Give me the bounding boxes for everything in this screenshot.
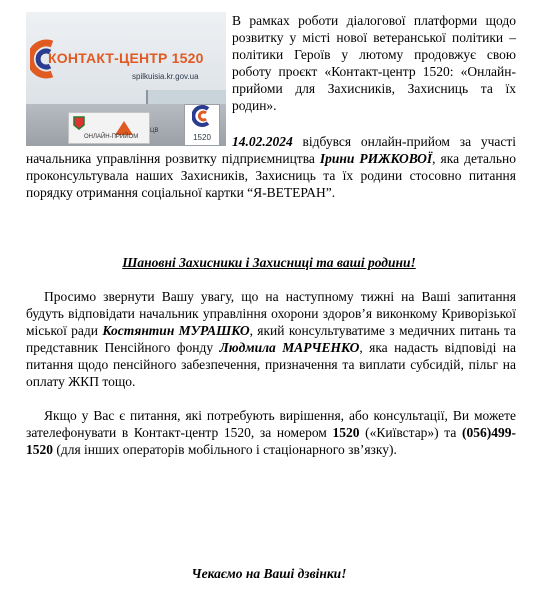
- p1-text-2: , який консультуватиме з медичних питань та представник Пенсійного фонду: [26, 323, 517, 355]
- small-contact-center-logo-icon: [192, 105, 212, 127]
- phone-number-landline: (056)499-1520: [26, 425, 516, 457]
- p2-text-1: Якщо у Вас є питання, які потребують вирішення, або консультації, Ви можете зателефонувати в Контакт-центр 1520, за номером: [26, 408, 516, 440]
- p1-name-2: Людмила МАРЧЕНКО: [219, 340, 360, 355]
- section-heading: Шановні Захисники і Захисниці та ваші родини!: [122, 255, 416, 270]
- kryvyi-rih-emblem-icon: [72, 116, 86, 130]
- stand-text: ОНЛАЙН-ПРИЙОМ: [84, 134, 139, 140]
- event-text-1: відбувся онлайн-прийом за участі начальника управління розвитку підприємництва: [26, 134, 516, 166]
- event-indent: [26, 134, 232, 149]
- intro-paragraph: В рамках роботи діалогової платформи щодо розвитку у місті нової ветеранської політики – політики Героїв у лютому продовжує свою роботу проєкт «Контакт-центр 1520: «Онлайн-прийоми для Захисників, Захисниць та їх родин».: [232, 13, 516, 113]
- phone-paragraph: [26, 407, 516, 458]
- closing-line: Чекаємо на Ваші дзвінки!: [191, 566, 347, 581]
- banner: [48, 50, 210, 72]
- p1-text-3: , яка надасть відповіді на питання щодо пенсійного забезпечення, призначення та виплати субсидій, пільг на оплату ЖКП тощо.: [26, 340, 516, 389]
- badge-number: 1520: [193, 133, 211, 142]
- phone-number-1520: 1520: [332, 425, 360, 440]
- p1-name-1: Костянтин МУРАШКО: [102, 323, 250, 338]
- p2-text-2: («Київстар») та: [359, 425, 462, 440]
- event-date: 14.02.2024: [232, 134, 293, 149]
- consultation-paragraph: [26, 288, 516, 390]
- banner-url: spilkuisia.kr.gov.ua: [132, 72, 199, 81]
- contact-center-photo: [26, 12, 226, 146]
- p1-text-1: Просимо звернути Вашу увагу, що на наступному тижні на Ваші запитання будуть відповідати начальник управління охорони здоров’я виконкому Криворізької міської ради: [26, 289, 516, 338]
- event-paragraph: [26, 133, 516, 201]
- p2-text-3: (для інших операторів мобільного і стаціонарного зв’язку).: [53, 442, 397, 457]
- event-person-name: Ірини РИЖКОВОЇ: [319, 151, 433, 166]
- event-text-2: , яка детально проконсультувала наших Захисників, Захисниць та їх родини стосовно питання порядку отримання соціальної картки “Я-ВЕТЕРАН”.: [26, 151, 516, 200]
- banner-title: КОНТАКТ-ЦЕНТР 1520: [48, 50, 204, 66]
- stand-right-text: ЦВ: [150, 128, 159, 134]
